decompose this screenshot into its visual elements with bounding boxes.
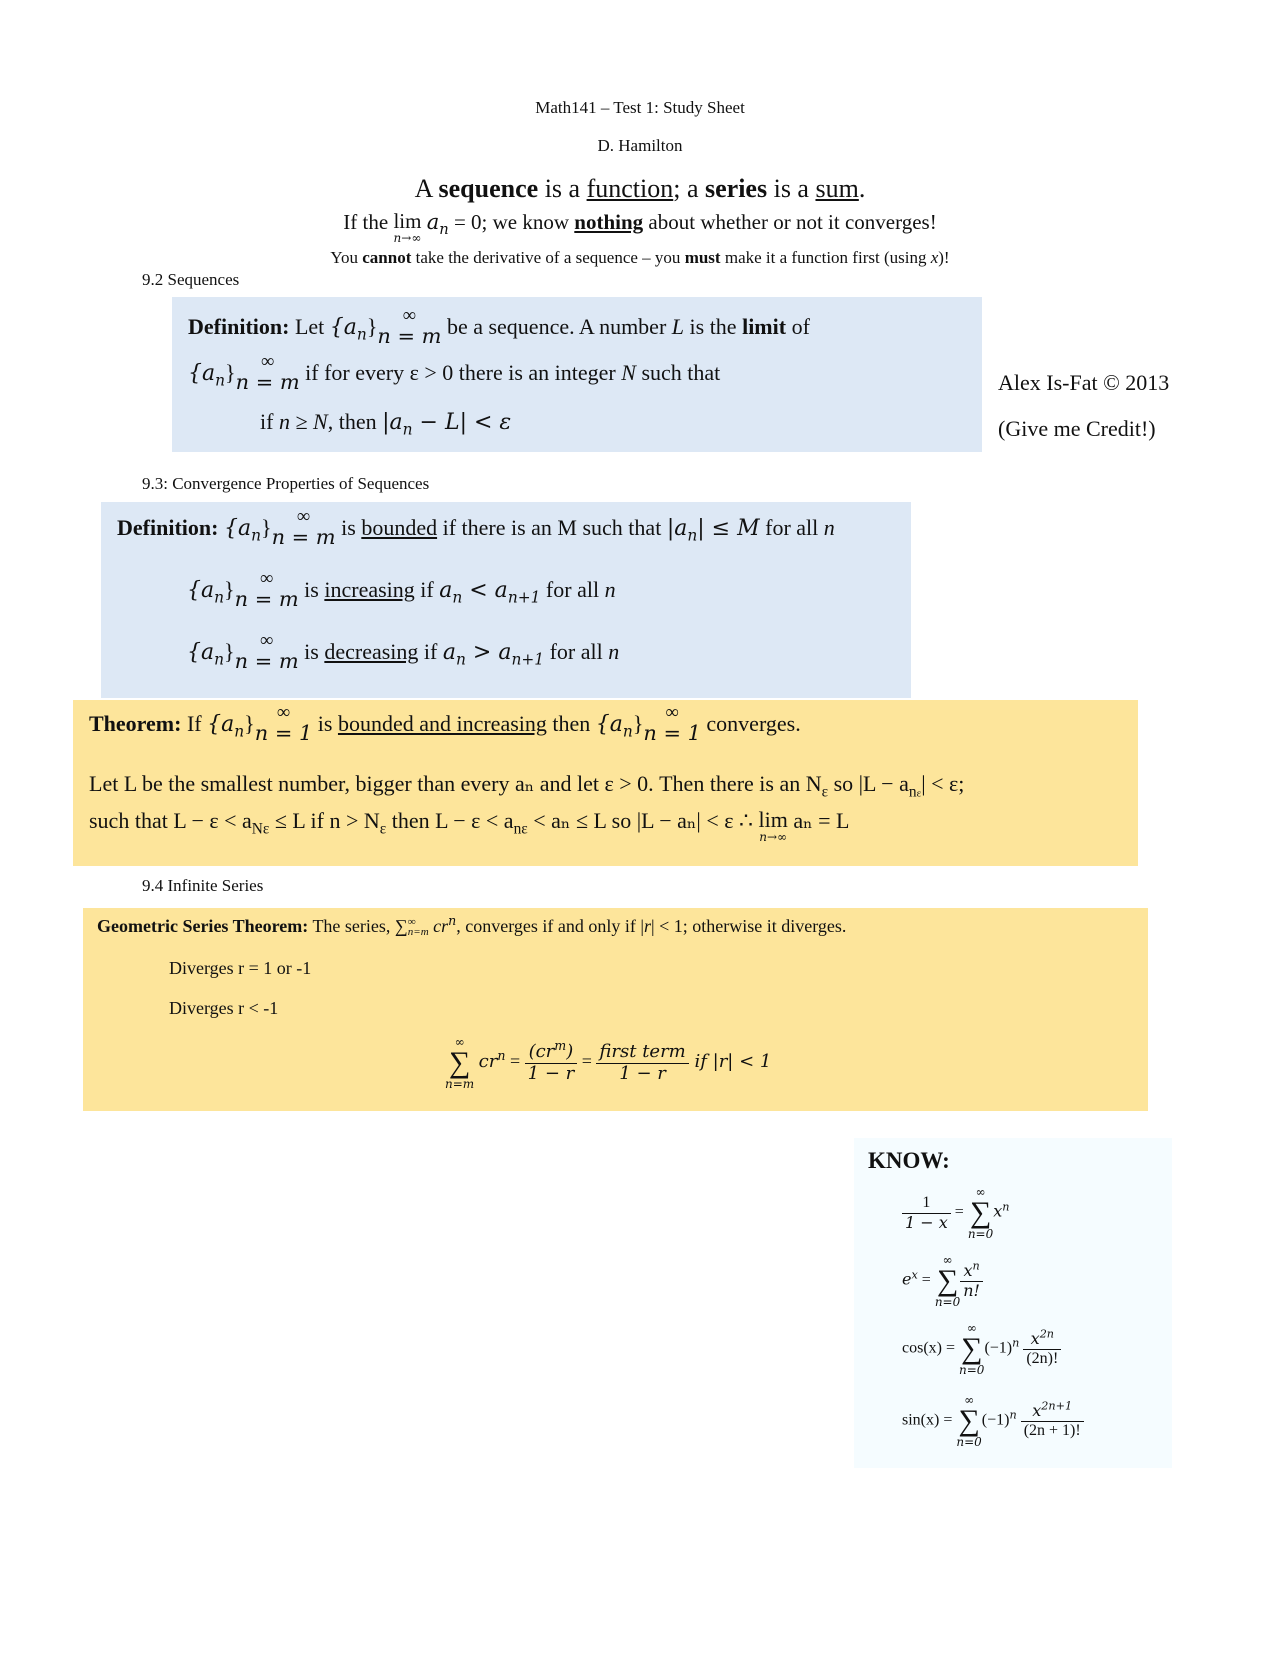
text: n [452, 588, 463, 607]
credit-line-2: (Give me Credit!) [998, 416, 1156, 441]
text: for all [759, 514, 824, 540]
definition-properties-box [101, 502, 911, 698]
text: ∞ [402, 305, 417, 326]
def1-line-3 [260, 409, 512, 439]
text: } [225, 359, 236, 385]
text: ≤ L if n > N [269, 808, 380, 833]
text: ∞ [964, 1393, 975, 1407]
text: series [705, 174, 768, 203]
text: if [414, 576, 440, 602]
text: n=0 [959, 1363, 985, 1377]
section-heading-9-2: 9.2 Sequences [142, 270, 240, 289]
sigma-symbol: ∑ [958, 1404, 980, 1437]
text: (2n + 1)! [1023, 1421, 1081, 1439]
text: {a [223, 515, 252, 541]
text: is a [767, 174, 816, 203]
know-box [854, 1138, 1172, 1468]
text: {a [595, 711, 623, 737]
text: first term [596, 1042, 688, 1064]
text: L [671, 313, 685, 339]
def1-line-1 [188, 305, 810, 349]
text: 1 − x [905, 1212, 948, 1232]
text: ∞ [975, 1185, 986, 1199]
text: is a [538, 174, 587, 203]
text: n = m [377, 323, 442, 348]
text: such that L − ε < a [89, 808, 252, 833]
text: = [950, 1203, 968, 1221]
text: r [644, 916, 652, 936]
text: } [224, 638, 235, 664]
theorem-proof-line-1 [89, 770, 965, 801]
text: (cr [528, 1040, 555, 1062]
text: function [586, 174, 674, 203]
text: ∞ [665, 702, 679, 723]
text: < aₙ ≤ L so |L − aₙ| < ε ∴ [527, 808, 759, 833]
text: make it a function first (using [720, 248, 931, 267]
geometric-sum-formula [445, 1036, 771, 1090]
text: |a [382, 410, 403, 435]
text: sequence [438, 174, 539, 203]
text: n = m [235, 369, 300, 394]
text: n=m [445, 1077, 475, 1091]
text: aₙ = L [787, 808, 850, 833]
geometric-series-theorem-box [83, 908, 1148, 1111]
text: x [911, 1268, 918, 1282]
text: is [312, 710, 338, 736]
text: n [823, 514, 835, 540]
text: = [941, 1339, 960, 1357]
text: n [402, 420, 413, 439]
text: n [908, 783, 917, 801]
text: n [456, 650, 466, 669]
text: nε [513, 820, 528, 838]
text: {a [188, 360, 216, 386]
exponential-series-formula [902, 1254, 983, 1308]
geometric-series-formula [902, 1186, 1009, 1240]
text: The series, [308, 916, 395, 936]
text: ∞ [260, 351, 275, 372]
text: )! [938, 248, 950, 267]
text: a [442, 639, 456, 665]
text: then L − ε < a [386, 808, 514, 833]
sine-series-formula [902, 1394, 1084, 1448]
text: |a [666, 515, 688, 541]
text: m [554, 1037, 567, 1053]
text: n = m [234, 648, 299, 673]
text: . [858, 174, 866, 203]
text: | < ε; [921, 771, 965, 796]
text: ∞ [276, 702, 291, 723]
text: n [215, 371, 226, 390]
text: = [939, 1411, 957, 1429]
section-heading-9-4: 9.4 Infinite Series [142, 876, 264, 895]
text: ; a [673, 174, 705, 203]
text: = 0; we know [448, 210, 575, 234]
text: If [181, 710, 208, 736]
text: Let L be the smallest number, bigger than every aₙ and let ε > 0. Then there is an N [89, 771, 822, 796]
text: sin(x) [902, 1411, 940, 1429]
text: about whether or not it converges! [643, 210, 937, 234]
credit-line-1: Alex Is-Fat © 2013 [998, 370, 1170, 395]
text: } [632, 710, 644, 736]
text: N [621, 359, 636, 385]
lim-text: lim [393, 209, 422, 233]
increasing-definition [187, 568, 616, 612]
text: if [260, 409, 279, 434]
text: n [251, 526, 261, 545]
text: You [330, 248, 363, 267]
text: {a [187, 577, 215, 603]
diverges-r-equals-1: Diverges r = 1 or -1 [169, 958, 312, 978]
text: take the derivative of a sequence – you [411, 248, 685, 267]
intro-line-1 [415, 174, 866, 204]
text: , converges if and only if | [456, 916, 644, 936]
section-heading-9-3: 9.3: Convergence Properties of Sequences [142, 474, 430, 493]
text: ) [566, 1040, 574, 1062]
text: be a sequence. A number [441, 313, 672, 339]
text: > a [465, 639, 512, 665]
text: n+1 [507, 588, 541, 607]
definition-label: Definition: [117, 514, 219, 540]
text: n [214, 588, 225, 607]
text: ε [821, 783, 829, 801]
text: ∞ [407, 915, 416, 928]
bounded-definition [117, 506, 835, 550]
text: n [608, 638, 620, 664]
text: n [622, 722, 633, 741]
text: {a [187, 639, 215, 665]
text: must [684, 248, 721, 267]
text: ∞ [454, 1035, 465, 1049]
text: n = m [271, 524, 336, 549]
doc-title: Math141 – Test 1: Study Sheet [535, 98, 745, 117]
text: is the [684, 313, 743, 339]
text: n [1002, 1200, 1010, 1214]
text: for all [544, 638, 609, 664]
text: } [244, 710, 255, 736]
text: such that [635, 359, 721, 385]
text: n [448, 913, 457, 928]
text: is [335, 514, 362, 540]
text: if |r| < 1 [688, 1051, 772, 1073]
text: (−1) [981, 1411, 1010, 1429]
lim-subscript: n→∞ [759, 830, 788, 845]
text: n [972, 1259, 980, 1273]
text: if [418, 638, 443, 664]
sigma-symbol: ∑ [969, 1196, 992, 1229]
text: 2n+1 [1041, 1399, 1073, 1413]
text: ∑ [394, 916, 408, 936]
text: {a [329, 314, 357, 340]
know-title: KNOW: [868, 1148, 950, 1173]
text: n ≥ N [278, 409, 328, 434]
text: bounded [361, 514, 438, 540]
sigma-symbol: ∑ [961, 1332, 983, 1365]
text: n [604, 576, 616, 602]
text: ∞ [296, 506, 311, 527]
intro-line-3 [330, 248, 949, 268]
text: n=0 [967, 1227, 994, 1241]
text: n = 1 [643, 720, 701, 745]
text: n = m [234, 586, 299, 611]
text: (2n)! [1026, 1349, 1059, 1367]
theorem-label: Geometric Series Theorem: [97, 916, 309, 936]
def1-line-2 [188, 351, 721, 395]
text: ∞ [259, 630, 274, 651]
text: } [224, 576, 235, 602]
theorem-proof-line-2 [89, 808, 849, 844]
text: x [1032, 1401, 1042, 1421]
diverges-r-less-minus-1: Diverges r < -1 [169, 998, 279, 1018]
monotone-convergence-theorem-box [73, 700, 1138, 866]
text: converges. [700, 710, 801, 736]
text: so |L − a [828, 771, 909, 796]
text: x [963, 1261, 973, 1281]
text: ε [916, 787, 922, 800]
text: if for every ε > 0 there is an integer [299, 359, 622, 385]
text: 2n [1039, 1327, 1055, 1341]
text: decreasing [324, 638, 419, 664]
text: cannot [362, 248, 412, 267]
text: limit [742, 313, 787, 339]
text: n [1012, 1336, 1020, 1350]
text: of [786, 313, 810, 339]
text: ∞ [966, 1321, 977, 1335]
text: n [439, 221, 449, 239]
text: is [298, 576, 325, 602]
text: increasing [324, 576, 415, 602]
text: n [497, 1048, 506, 1064]
sigma-symbol: ∑ [936, 1264, 959, 1297]
text: cr [428, 916, 449, 936]
text: | ≤ M [697, 515, 760, 541]
text: Let [289, 313, 330, 339]
text: | < 1; otherwise it diverges. [651, 916, 847, 936]
text: − L| < ε [412, 410, 512, 435]
text: cos(x) [902, 1339, 942, 1357]
text: x [1030, 1329, 1040, 1349]
cosine-series-formula [902, 1322, 1061, 1376]
text: , then [327, 409, 383, 434]
doc-author: D. Hamilton [597, 136, 683, 155]
text: n [1009, 1408, 1017, 1422]
text: n [356, 325, 367, 344]
lim-text: lim [758, 807, 788, 832]
text: ε [379, 820, 387, 838]
theorem-label: Theorem: [89, 710, 182, 736]
text: ∞ [259, 568, 274, 589]
text: x [930, 248, 939, 267]
text: Nε [251, 820, 270, 838]
text: n=m [407, 925, 429, 938]
text: sum [815, 174, 859, 203]
definition-label: Definition: [188, 313, 290, 339]
decreasing-definition [187, 630, 620, 674]
text: n [234, 722, 245, 741]
text: e [902, 1269, 912, 1289]
text: A [414, 174, 439, 203]
theorem-statement [89, 702, 801, 746]
text: n [687, 526, 698, 545]
text: ∞ [942, 1253, 953, 1267]
sigma-symbol: ∑ [448, 1046, 471, 1079]
text: nothing [574, 210, 644, 234]
text: < a [462, 577, 508, 603]
text: 1 [902, 1194, 951, 1213]
text: {a [207, 711, 235, 737]
text: (−1) [984, 1339, 1013, 1357]
text: n=0 [934, 1295, 961, 1309]
text: for all [540, 576, 605, 602]
text: If the [343, 210, 394, 234]
text: = [917, 1271, 935, 1289]
text: n = 1 [254, 720, 313, 745]
text: x [993, 1201, 1003, 1221]
text: 1 − r [619, 1062, 666, 1084]
text: a [439, 577, 453, 603]
text: n [214, 650, 225, 669]
text: cr [478, 1051, 498, 1073]
text: = [577, 1051, 597, 1072]
text: a [426, 210, 440, 234]
text: n+1 [511, 650, 545, 669]
text: = [505, 1051, 525, 1072]
definition-limit-box [172, 297, 982, 452]
text: } [366, 313, 378, 339]
intro-line-2 [343, 210, 936, 245]
text: then [546, 710, 596, 736]
text: if there is an M such that [437, 514, 667, 540]
text: is [298, 638, 325, 664]
text: } [261, 514, 272, 540]
text: 1 − r [527, 1062, 575, 1084]
geometric-statement [97, 913, 847, 938]
lim-subscript: n→∞ [393, 231, 422, 246]
text: n! [963, 1280, 980, 1300]
text: n=0 [956, 1435, 982, 1449]
text: bounded and increasing [337, 710, 547, 736]
